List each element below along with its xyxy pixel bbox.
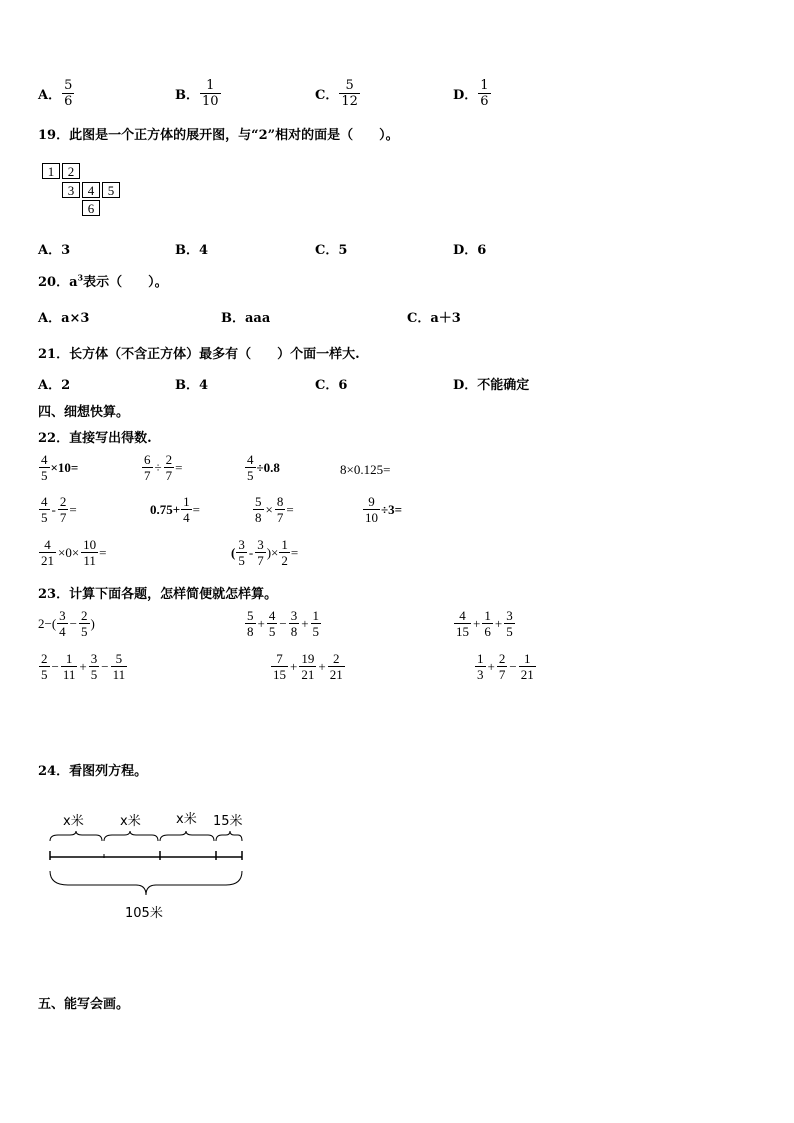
q19-option-b: B．4 <box>175 243 209 258</box>
q18-option-d: D． $\frac{1}{6}$ <box>453 78 489 109</box>
q23-calc-5: $\frac{7}{15}$ + $\frac{19}{21}$ + $\frac{2}{21}$ <box>273 651 343 682</box>
section-4-heading: 四、细想快算。 <box>38 405 130 420</box>
q22-expr-2: $\frac{6}{7}$ ÷ $\frac{2}{7}$ = <box>144 452 183 483</box>
q22-expr-8: $\frac{9}{10}$ ÷3= <box>365 494 403 525</box>
section-5-heading: 五、能写会画。 <box>38 997 130 1012</box>
brace-top-2 <box>104 831 158 841</box>
q23-calc-2: $\frac{5}{8}$ + $\frac{4}{5}$ − $\frac{3}{8}$ + $\frac{1}{5}$ <box>247 608 320 639</box>
net-face-1: 1 <box>42 163 60 179</box>
q23-calc-6: $\frac{1}{3}$ + $\frac{2}{7}$ − $\frac{1}{21}$ <box>477 651 534 682</box>
q21-option-a: A．2 <box>38 378 71 393</box>
q20-question: 20．$a^3$表示（ ）。 <box>38 272 168 290</box>
net-face-6: 6 <box>82 200 100 216</box>
q18-option-c: C． $\frac{5}{12}$ <box>315 78 358 109</box>
net-face-2: 2 <box>62 163 80 179</box>
brace-top-4 <box>216 831 242 841</box>
brace-bottom <box>50 871 242 895</box>
q21-option-c: C．6 <box>315 378 348 393</box>
q20-option-c: C．a＋3 <box>407 311 461 326</box>
q22-expr-3: $\frac{4}{5}$ ÷0.8 <box>247 452 280 483</box>
q22-expr-5: $\frac{4}{5}$ - $\frac{2}{7}$ = <box>41 494 77 525</box>
q18-option-b: B． $\frac{1}{10}$ <box>175 78 219 109</box>
fraction: $\frac{1}{10}$ <box>202 78 219 109</box>
q20-option-a: A．a×3 <box>38 311 90 326</box>
fraction: $\frac{1}{6}$ <box>480 78 489 109</box>
q23-calc-3: $\frac{4}{15}$ + $\frac{1}{6}$ + $\frac{3}{5}$ <box>456 608 513 639</box>
fraction: $\frac{5}{12}$ <box>341 78 358 109</box>
brace-top-3 <box>160 831 214 841</box>
net-face-5: 5 <box>102 182 120 198</box>
q22-expr-4: 8×0.125= <box>340 462 391 477</box>
q22-expr-10: ( $\frac{3}{5}$ - $\frac{3}{7}$ )× $\frac{1}{2}$ = <box>231 537 299 568</box>
q23-question: 23．计算下面各题，怎样简便就怎样算。 <box>38 587 278 602</box>
q24-question: 24．看图列方程。 <box>38 764 148 779</box>
q19-option-c: C．5 <box>315 243 348 258</box>
label-15: 15米 <box>213 814 243 829</box>
q23-calc-4: $\frac{2}{5}$ − $\frac{1}{11}$ + $\frac{3}{5}$ − $\frac{5}{11}$ <box>41 651 126 682</box>
q20-option-b: B．aaa <box>221 311 271 326</box>
fraction: $\frac{5}{6}$ <box>64 78 73 109</box>
net-face-3: 3 <box>62 182 80 198</box>
q22-expr-7: $\frac{5}{8}$ × $\frac{8}{7}$ = <box>255 494 294 525</box>
q21-question: 21．长方体（不含正方体）最多有（ ）个面一样大. <box>38 347 360 362</box>
q19-question: 19．此图是一个正方体的展开图，与“2”相对的面是（ ）。 <box>38 128 399 143</box>
label-x-2: x米 <box>120 814 141 829</box>
q22-expr-6: 0.75+ $\frac{1}{4}$ = <box>150 494 201 525</box>
q18-option-a: A． $\frac{5}{6}$ <box>38 78 73 109</box>
q23-calc-1: 2−( $\frac{3}{4}$ − $\frac{2}{5}$ ) <box>38 608 95 639</box>
label-x-1: x米 <box>63 814 84 829</box>
q21-option-b: B．4 <box>175 378 209 393</box>
q21-option-d: D．不能确定 <box>453 378 530 393</box>
q22-expr-1: $\frac{4}{5}$ ×10= <box>41 452 79 483</box>
q19-option-a: A．3 <box>38 243 71 258</box>
q22-question: 22．直接写出得数. <box>38 431 152 446</box>
brace-top-1 <box>50 831 102 841</box>
q22-expr-9: $\frac{4}{21}$ ×0× $\frac{10}{11}$ = <box>41 537 107 568</box>
net-face-4: 4 <box>82 182 100 198</box>
label-total: 105米 <box>125 906 163 921</box>
label-x-3: x米 <box>176 812 197 827</box>
q19-option-d: D．6 <box>453 243 487 258</box>
